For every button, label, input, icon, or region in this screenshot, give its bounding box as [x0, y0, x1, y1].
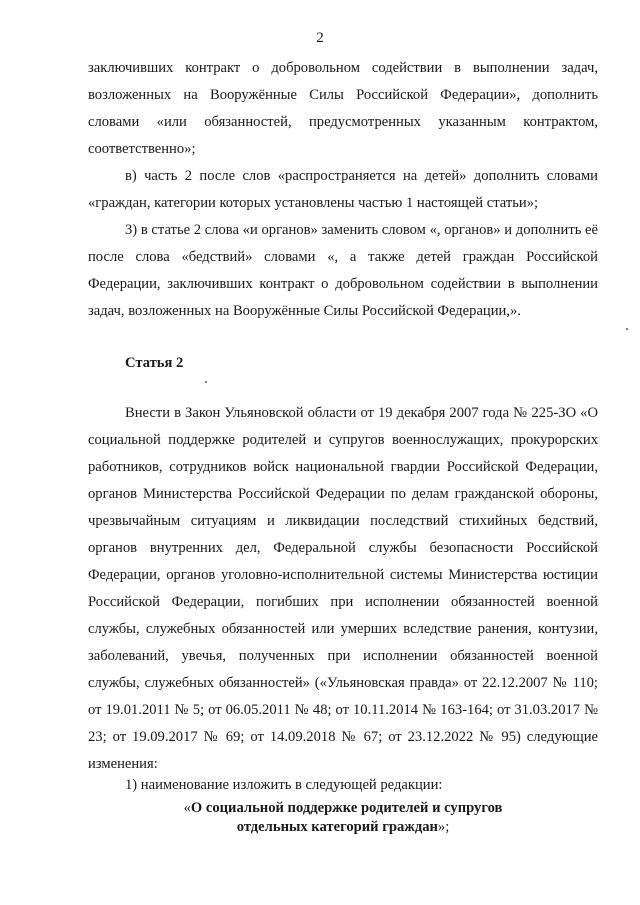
paragraph-text: в) часть 2 после слов «распространяется на детей» дополнить словами «граждан, категории которых установлены частью 1 настоящей статьи»; [88, 168, 598, 211]
scan-speck [626, 328, 628, 330]
paragraph-item-v [88, 163, 598, 217]
article-heading: Статья 2 [125, 355, 184, 371]
paragraph-text: 3) в статье 2 слова «и органов» заменить словом «, органов» и дополнить её после слова «бедствий» словами «, а также детей граждан Российской Федерации, заключивших контракт о добровольном содействии в выполнении задач, возложенных на Вооружённые Силы Российской Федерации,». [88, 222, 598, 319]
new-title-line-1 [88, 799, 598, 818]
new-law-title [88, 799, 598, 837]
open-quote: « [183, 800, 191, 816]
title-line-2-text: отдельных категорий граждан [236, 819, 438, 835]
paragraph-item-1 [88, 772, 598, 799]
close-quote: »; [437, 819, 450, 835]
paragraph-continuation [88, 55, 598, 163]
paragraph-article-2-intro [88, 400, 598, 778]
new-title-line-2 [88, 818, 598, 837]
paragraph-item-3 [88, 217, 598, 325]
paragraph-text: 1) наименование изложить в следующей редакции: [125, 777, 443, 793]
title-line-1-text: О социальной поддержке родителей и супругов [190, 800, 503, 816]
page-number: 2 [316, 30, 324, 46]
paragraph-text: Внести в Закон Ульяновской области от 19 декабря 2007 года № 225-ЗО «О социальной поддержке родителей и супругов военнослужащих, прокурорских работников, сотрудников войск национальной гвардии Российской Федерации, органов Министерства Российской Федерации по делам гражданской обороны, чрезвычайным ситуациям и ликвидации последствий стихийных бедствий, органов внутренних дел, Федеральной службы безопасности Российской Федерации, органов уголовно-исполнительной системы Министерства юстиции Российской Федерации, погибших при исполнении обязанностей военной службы, служебных обязанностей или умерших вследствие ранения, контузии, заболеваний, увечья, полученных при исполнении обязанностей военной службы, служебных обязанностей» («Ульяновская правда» от 22.12.2007 № 110; от 19.01.2011 № 5; от 06.05.2011 № 48; от 10.11.2014 № 163-164; от 31.03.2017 № 23; от 19.09.2017 № 69; от 14.09.2018 № 67; от 23.12.2022 № 95) следующие изменения: [88, 405, 598, 772]
paragraph-text: заключивших контракт о добровольном содействии в выполнении задач, возложенных на Вооружённые Силы Российской Федерации», дополнить словами «или обязанностей, предусмотренных указанным контрактом, соответственно»; [88, 60, 598, 157]
scan-speck [205, 381, 207, 383]
